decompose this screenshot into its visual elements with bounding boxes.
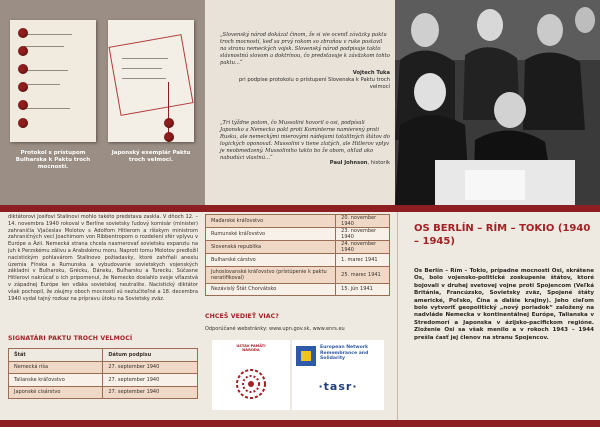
johnson-author: Paul Johnson (329, 160, 368, 166)
state-cell: Bulharské cárstvo (206, 254, 336, 267)
tuka-quote: „Slovenský národ dokázal činom, že si vie oceniť záväzky paktu troch mocností, keď sa prvý rokom so zbraňou v ruke postavil na stranu nemeckých vojsk. Slovenský národ podpisuje takto slávnostnú slovom a doktrínou, čo predstavuje k záväzkom tohto paktu...“ (220, 32, 390, 66)
state-cell: Maďarské kráľovstvo (206, 215, 336, 228)
date-cell: 15. jún 1941 (336, 283, 390, 296)
bulgaria-protocol-image (10, 20, 96, 142)
upn-logo-text: ÚSTAV PAMÄTI NÁRODA (236, 344, 266, 353)
date-cell: 23. november 1940 (336, 228, 390, 241)
enrs-logo-text: European Network Remembrance and Solidarity (320, 345, 369, 362)
tasr-logo-text: ·tasr· (318, 380, 358, 393)
enrs-logo (292, 340, 384, 410)
table-row (206, 266, 390, 283)
state-cell: Japonské cisárstvo (9, 386, 103, 399)
date-cell: 27. september 1940 (103, 361, 198, 374)
col-state: Štát (9, 349, 103, 362)
upn-logo (212, 340, 290, 410)
date-cell: 25. marec 1941 (336, 266, 390, 283)
table-row (206, 228, 390, 241)
state-cell: Rumunské kráľovstvo (206, 228, 336, 241)
history-text: diktátorovi Josifovi Stalinovi mohlo takéto predstava zaskla. V dňoch 12. – 14. novembra 1940 rokoval v Berlíne sovietsky ľudový komisár (minister) zahraničia Vjačeslav Molotov s Adolfom Hitlerom a ríšskym ministrom zahraničných vecí Joachimom von Ribbentropom o rozdelení sfér vplyvu v Európe a Ázii. Nemecká strana chcela nasmerovať sovietsku expanziu na juh k Perzskému zálivu a Arabskému moru. Naproti tomu Molotov predložil nacistickým pohlavárom Stalinovo požiadavky, ktoré zahŕňali anexiu územia Fínska a Rumunska a vybudovanie sovietskych vojenských základní v Bulharsku, Grécku, Dánsku, Bulharsku a Turecku. Súčasne Hitlerovi nakrúcať o ich pripomenul, že Nemecko dosiahlo svoje víťazstvá v západnej Európe len vďaka sovietskej neutralite. Nacistický diktátor však pochopil, že záujmy oboch mocností sú nezlučiteľné a 18. decembra 1940 vydal tajný rozkaz na prípravu útoku na Sovietsky zväz. (8, 214, 199, 302)
date-cell: 20. november 1940 (336, 215, 390, 228)
state-cell: Nemecká ríša (9, 361, 103, 374)
johnson-role: historik (370, 160, 390, 166)
signatories-section (8, 335, 198, 399)
documents-panel (0, 0, 205, 205)
table-row (9, 386, 198, 399)
table-row (206, 215, 390, 228)
table-header (9, 349, 198, 362)
state-cell: Slovenská republika (206, 241, 336, 254)
continued-table (205, 214, 390, 296)
date-cell: 24. november 1940 (336, 241, 390, 254)
state-cell: Talianske kráľovstvo (9, 374, 103, 387)
table-row (9, 374, 198, 387)
signing-photo (395, 0, 600, 205)
signatories-title: SIGNATÁRI PAKTU TROCH VELMOCÍ (8, 335, 133, 342)
date-cell: 27. september 1940 (103, 386, 198, 399)
red-band-bottom (0, 420, 600, 427)
table-row (206, 283, 390, 296)
tuka-author: Vojtech Tuka (352, 70, 390, 76)
state-cell: Nezávislý Štát Chorvátsko (206, 283, 336, 296)
more-info-title: CHCEŠ VEDIEŤ VIAC? (205, 313, 279, 320)
quotes-panel: „Slovenský národ dokázal činom, že si vie oceniť záväzky paktu troch mocností, keď sa prvý rokom so zbraňou v ruke postavil na stranu nemeckých vojsk. Slovenský národ podpisuje takto slávnostnú slovom a doktrínou, čo predstavuje k záväzkom tohto paktu...“ Vojtech Tuka pri podpise protokolu o prístupení Slovenska k Paktu troch velmocí „Tri týždne potom, čo Mussolini hovoril o osi, podpísali Japonsko a Nemecko pakt proti Kominterne namierený proti Rusku, ale nemeckými mierovými nádejami totalitných štátov do logických oponovať. Mussolini v tiene zlatých, ale Hitlerov vplyv je neobmedzený. Mussoliniho takto bo že obom, ohľad ako nabudúci vlastnú...“ Paul Johnson, historik (205, 0, 395, 205)
tuka-role: pri podpise protokolu o prístupení Slovenska k Paktu troch velmocí (238, 77, 390, 90)
axis-title: OS BERLÍN – RÍM – TOKIO (1940 – 1945) (414, 223, 591, 247)
caption-japan: Japonský exemplár Paktu troch velmocí. (111, 150, 191, 163)
axis-description: Os Berlín – Rím – Tokio, prípadne mocnosti Osi, skrátene Os, bolo vojensko-politické zoskupenie štátov, ktoré bojovali v druhej svetovej vojne proti Spojencom (Veľká Británia, Francúzsko, Sovietsky zväz, Spojené štáty americké, Poľsko, Čína a ďalšie krajiny). Jeho cieľom bolo vytvoriť geopolitický „nový poriadok“ založený na nadvláde Nemecka v kontinentálnej Európe, Talianska v Stredomorí a Japonska v ázijsko-pacifickom regióne. Zloženie Osi sa však menilo a v rokoch 1943 – 1944 prešla časť jej členov na stranu Spojencov. (414, 268, 594, 341)
red-band-top (0, 205, 600, 212)
col-date: Dátum podpisu (103, 349, 198, 362)
column-divider (397, 212, 398, 420)
table-row (206, 254, 390, 267)
signatories-continued (205, 214, 390, 296)
japanese-copy-image (108, 20, 194, 142)
johnson-quote: „Tri týždne potom, čo Mussolini hovoril o osi, podpísali Japonsko a Nemecko pakt proti Kominterne namierený proti Rusku, ale nemeckými mierovými nádejami totalitných štátov do logických oponovať. Mussolini v tiene zlatých, ale Hitlerov vplyv je neobmedzený. Mussoliniho takto bo že obom, ohľad ako nabudúci vlastnú...“ (220, 120, 390, 161)
date-cell: 27. september 1940 (103, 374, 198, 387)
state-cell: Juhoslovanské kráľovstvo (prístúpenie k paktu neratifikoval) (206, 266, 336, 283)
table-row (206, 241, 390, 254)
table-row (9, 361, 198, 374)
signatories-table (8, 348, 198, 399)
date-cell: 1. marec 1941 (336, 254, 390, 267)
caption-bulgaria: Protokol s prístupom Bulharska k Paktu troch mocností. (15, 150, 91, 170)
websites-text: Odporúčané webstránky: www.upn.gov.sk, www.enrs.eu (205, 326, 345, 332)
